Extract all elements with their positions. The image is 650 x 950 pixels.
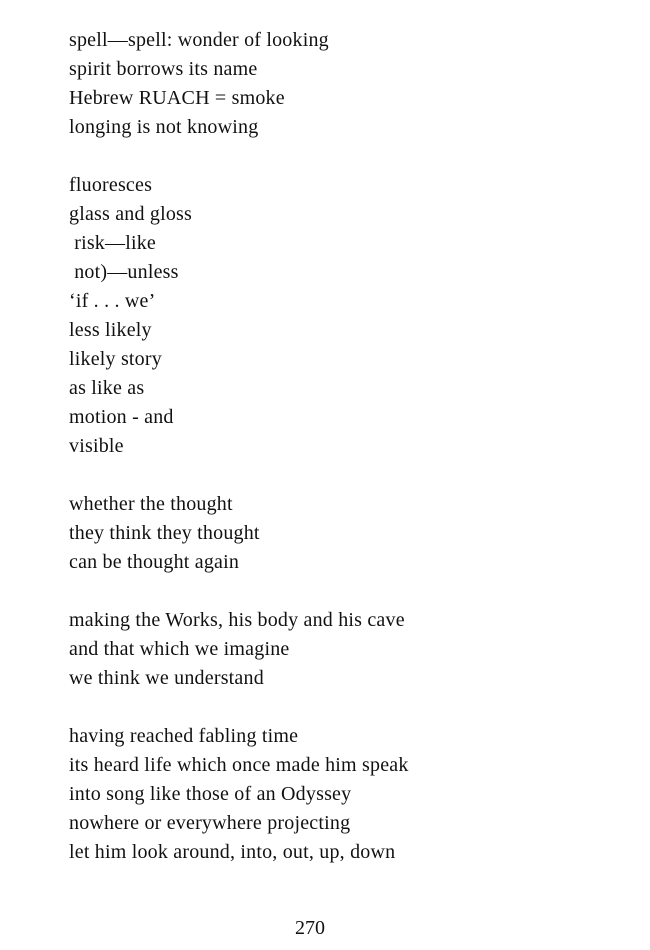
poem-line: let him look around, into, out, up, down [69, 841, 396, 863]
poem-line: less likely [69, 319, 152, 341]
poem-line: motion - and [69, 406, 174, 428]
poem-line: they think they thought [69, 522, 260, 544]
poem-line: ‘if . . . we’ [69, 290, 156, 312]
page-number: 270 [295, 917, 325, 939]
poem-stanza [69, 606, 409, 693]
poem-line: not)—unless [69, 261, 179, 283]
poem-line: making the Works, his body and his cave [69, 609, 405, 631]
poem-stanza [69, 490, 409, 577]
poem-line: and that which we imagine [69, 638, 290, 660]
poem-line: longing is not knowing [69, 116, 259, 138]
poem-line: visible [69, 435, 124, 457]
poem-line: we think we understand [69, 667, 264, 689]
poem-stanza [69, 26, 409, 142]
poem-line: spirit borrows its name [69, 58, 258, 80]
poem-line: as like as [69, 377, 145, 399]
poem-line: into song like those of an Odyssey [69, 783, 352, 805]
poem-line: likely story [69, 348, 162, 370]
poem-line: glass and gloss [69, 203, 192, 225]
poem-stanza [69, 722, 409, 867]
poem-line: spell—spell: wonder of looking [69, 29, 329, 51]
poem-body [69, 26, 409, 867]
poem-line: fluoresces [69, 174, 153, 196]
poem-line: its heard life which once made him speak [69, 754, 409, 776]
poem-line: can be thought again [69, 551, 240, 573]
poem-line: nowhere or everywhere projecting [69, 812, 351, 834]
poem-line: whether the thought [69, 493, 233, 515]
poem-stanza [69, 171, 409, 461]
poem-line: risk—like [69, 232, 156, 254]
poem-line: Hebrew RUACH = smoke [69, 87, 285, 109]
poem-line: having reached fabling time [69, 725, 299, 747]
